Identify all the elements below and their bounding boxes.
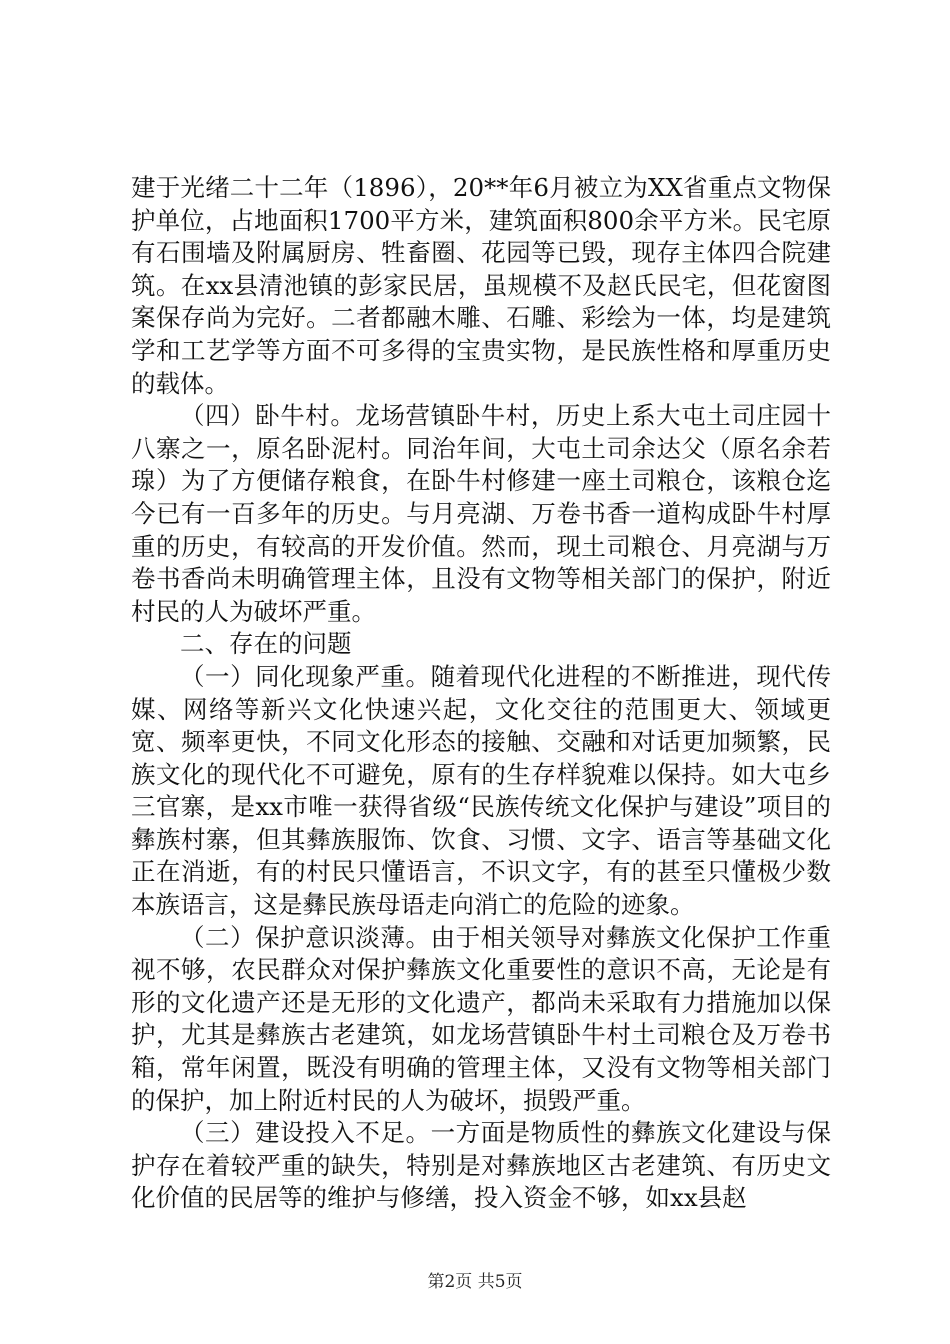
paragraph-wo-niu-village: （四）卧牛村。龙场营镇卧牛村，历史上系大屯土司庄园十八寨之一，原名卧泥村。同治年间，大屯土司余达父（原名余若瑔）为了方便储存粮食，在卧牛村修建一座土司粮仓，该粮仓迄今已有一百多年的历史。与月亮湖、万卷书香一道构成卧牛村厚重的历史，有较高的开发价值。然而，现土司粮仓、月亮湖与万卷书香尚未明确管理主体，且没有文物等相关部门的保护，附近村民的人为破坏严重。 <box>131 401 831 626</box>
paragraph-protection-awareness: （二）保护意识淡薄。由于相关领导对彝族文化保护工作重视不够，农民群众对保护彝族文化重要性的意识不高，无论是有形的文化遗产还是无形的文化遗产，都尚未采取有力措施加以保护，尤其是彝族古老建筑，如龙场营镇卧牛村土司粮仓及万卷书箱，常年闲置，既没有明确的管理主体，又没有文物等相关部门的保护，加上附近村民的人为破坏，损毁严重。 <box>131 922 831 1115</box>
section-heading-problems: 二、存在的问题 <box>180 629 352 659</box>
paragraph-assimilation: （一）同化现象严重。随着现代化进程的不断推进，现代传媒、网络等新兴文化快速兴起，文化交往的范围更大、领域更宽、频率更快，不同文化形态的接触、交融和对话更加频繁，民族文化的现代化不可避免，原有的生存样貌难以保持。如大屯乡三官寨，是xx市唯一获得省级“民族传统文化保护与建设”项目的彝族村寨，但其彝族服饰、饮食、习惯、文字、语言等基础文化正在消逝，有的村民只懂语言，不识文字，有的甚至只懂极少数本族语言，这是彝民族母语走向消亡的危险的迹象。 <box>131 661 831 920</box>
page-number-footer: 第2页 共5页 <box>427 1272 523 1292</box>
document-body <box>131 172 831 1215</box>
paragraph-investment: （三）建设投入不足。一方面是物质性的彝族文化建设与保护存在着较严重的缺失，特别是对彝族地区古老建筑、有历史文化价值的民居等的维护与修缮，投入资金不够，如xx县赵 <box>131 1118 831 1213</box>
paragraph-continuation: 建于光绪二十二年（1896），20**年6月被立为XX省重点文物保护单位，占地面积1700平方米，建筑面积800余平方米。民宅原有石围墙及附属厨房、牲畜圈、花园等已毁，现存主体四合院建筑。在xx县清池镇的彭家民居，虽规模不及赵氏民宅，但花窗图案保存尚为完好。二者都融木雕、石雕、彩绘为一体，均是建筑学和工艺学等方面不可多得的宝贵实物，是民族性格和厚重历史的载体。 <box>131 173 831 398</box>
